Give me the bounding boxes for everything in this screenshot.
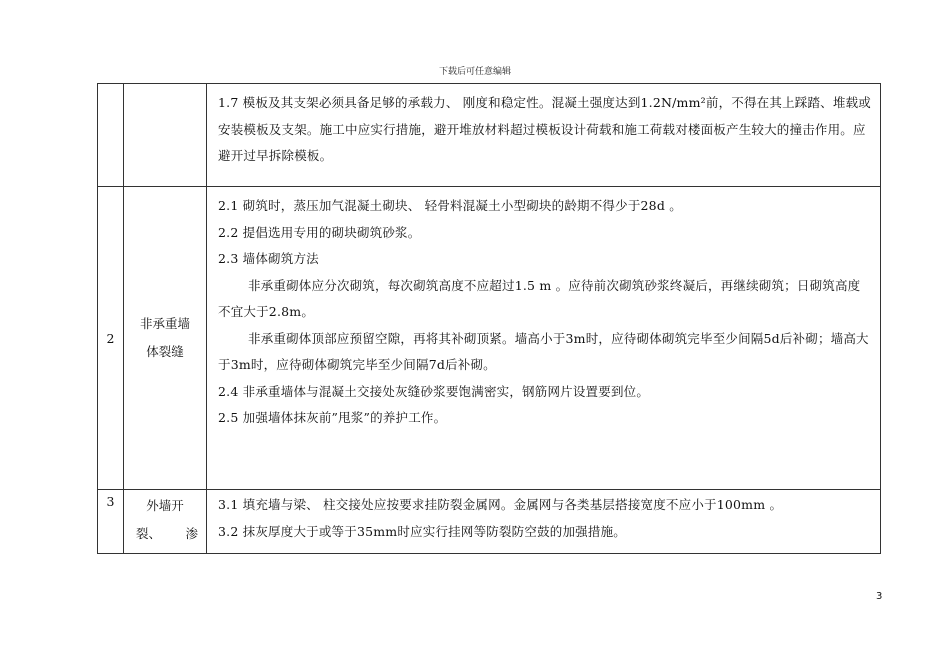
table-row (98, 490, 881, 554)
category-line-split (124, 520, 206, 548)
category-line: 裂、 (136, 526, 162, 541)
page-header: 下载后可任意编辑 (438, 67, 511, 77)
paragraph: 2.2 提倡选用专用的砌块砌筑砂浆。 (218, 224, 421, 240)
paragraph: 2.5 加强墙体抹灰前”甩浆”的养护工作。 (218, 410, 447, 425)
table-row (98, 187, 881, 490)
row-category (124, 84, 207, 187)
table-row (98, 84, 881, 187)
row-body (207, 490, 881, 554)
paragraph: 2.4 非承重墙体与混凝土交接处灰缝砂浆要饱满密实，钢筋网片设置要到位。 (218, 383, 650, 399)
content-table (97, 83, 881, 554)
row-body (207, 187, 881, 490)
paragraph: 3.2 抹灰厚度大于或等于35mm时应实行挂网等防裂防空鼓的加强措施。 (218, 523, 626, 539)
row-category (124, 490, 207, 554)
paragraph: 非承重砌体顶部应预留空隙，再将其补砌顶紧。墙高小于3m时，应待砌体砌筑完毕至少间隔5d后补砌；墙高大于3m时，应待砌体砌筑完毕至少间隔7d后补砌。 (218, 330, 869, 372)
row-body (207, 84, 881, 187)
category-line: 体裂缝 (146, 344, 184, 359)
row-number: 3 (98, 490, 124, 554)
category-line: 非承重墙 (139, 316, 190, 331)
paragraph: 2.3 墙体砌筑方法 (218, 251, 319, 266)
row-number (98, 84, 124, 187)
paragraph: 非承重砌体应分次砌筑，每次砌筑高度不应超过1.5 m 。应待前次砌筑砂浆终凝后，再继续砌筑；日砌筑高度不宜大于2.8m。 (218, 277, 861, 319)
category-line: 渗 (185, 526, 198, 541)
category-line: 外墙开 (146, 498, 184, 513)
row-number: 2 (98, 187, 124, 490)
page-number: 3 (876, 591, 883, 602)
paragraph: 1.7 模板及其支架必须具备足够的承载力、 刚度和稳定性。混凝土强度达到1.2N/mm²前，不得在其上踩踏、堆载或安装模板及支架。施工中应实行措施，避开堆放材料超过模板设计荷载和施工荷载对楼面板产生较大的撞击作用。应避开过早拆除模板。 (218, 95, 871, 163)
paragraph: 3.1 填充墙与梁、 柱交接处应按要求挂防裂金属网。金属网与各类基层搭接宽度不应小于100mm 。 (218, 497, 783, 512)
row-category (124, 187, 207, 490)
paragraph: 2.1 砌筑时，蒸压加气混凝土砌块、 轻骨料混凝土小型砌块的龄期不得少于28d 。 (218, 198, 682, 213)
